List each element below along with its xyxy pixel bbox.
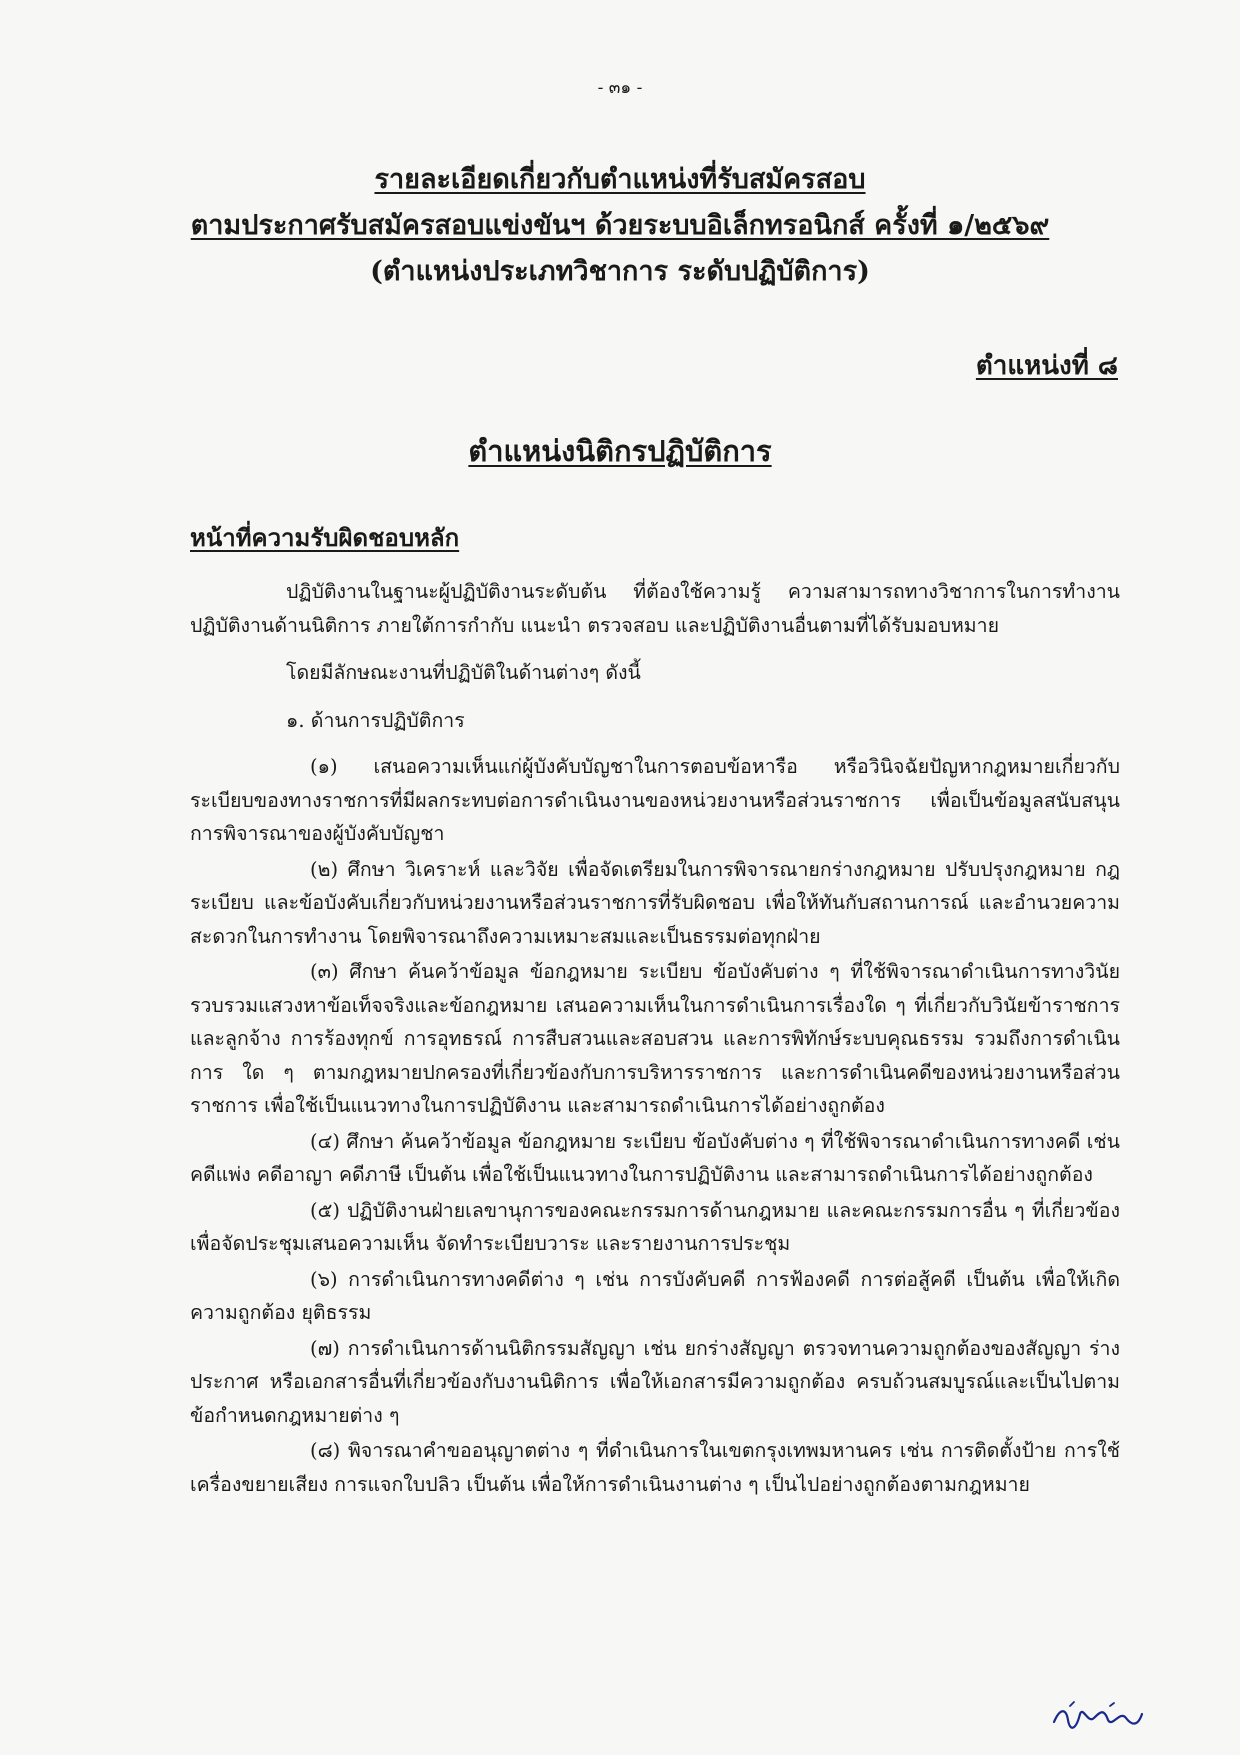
position-number: ตำแหน่งที่ ๘ [975, 351, 1118, 381]
characteristics-line: โดยมีลักษณะงานที่ปฏิบัติในด้านต่างๆ ดังนี้ [286, 661, 641, 684]
document-title-line-1: รายละเอียดเกี่ยวกับตำแหน่งที่รับสมัครสอบ [374, 164, 866, 195]
document-title-line-2: ตามประกาศรับสมัครสอบแข่งขันฯ ด้วยระบบอิเล็กทรอนิกส์ ครั้งที่ ๑/๒๕๖๙ [190, 210, 1050, 241]
section-heading: หน้าที่ความรับผิดชอบหลัก [190, 523, 460, 552]
duty-item: (๓) ศึกษา ค้นคว้าข้อมูล ข้อกฎหมาย ระเบียบ ข้อบังคับต่าง ๆ ที่ใช้พิจารณาดำเนินการทางวินัย รวบรวมแสวงหาข้อเท็จจริงและข้อกฎหมาย เสนอความเห็นในการดำเนินการเรื่องใด ๆ ที่เกี่ยวกับวินัยข้าราชการและลูกจ้าง การร้องทุกข์ การอุทธรณ์ การสืบสวนและสอบสวน และการพิทักษ์ระบบคุณธรรม รวมถึงการดำเนินการ ใด ๆ ตามกฎหมายปกครองที่เกี่ยวข้องกับการบริหารราชการ และการดำเนินคดีของหน่วยงานหรือส่วนราชการ เพื่อใช้เป็นแนวทางในการปฏิบัติงาน และสามารถดำเนินการได้อย่างถูกต้อง [190, 960, 1120, 1117]
duty-item: (๗) การดำเนินการด้านนิติกรรมสัญญา เช่น ยกร่างสัญญา ตรวจทานความถูกต้องของสัญญา ร่างประกาศ หรือเอกสารอื่นที่เกี่ยวข้องกับงานนิติการ เพื่อให้เอกสารมีความถูกต้อง ครบถ้วนสมบูรณ์และเป็นไปตามข้อกำหนดกฎหมายต่าง ๆ [190, 1336, 1120, 1427]
side-heading: ๑. ด้านการปฏิบัติการ [286, 709, 465, 732]
duty-item: (๖) การดำเนินการทางคดีต่าง ๆ เช่น การบังคับคดี การฟ้องคดี การต่อสู้คดี เป็นต้น เพื่อให้เกิดความถูกต้อง ยุติธรรม [190, 1267, 1120, 1324]
duty-item: (๒) ศึกษา วิเคราะห์ และวิจัย เพื่อจัดเตรียมในการพิจารณายกร่างกฎหมาย ปรับปรุงกฎหมาย กฎ ระเบียบ และข้อบังคับเกี่ยวกับหน่วยงานหรือส่วนราชการที่รับผิดชอบ เพื่อให้ทันกับสถานการณ์ และอำนวยความสะดวกในการทำงาน โดยพิจารณาถึงความเหมาะสมและเป็นธรรมต่อทุกฝ่าย [190, 857, 1120, 948]
intro-paragraph: ปฏิบัติงานในฐานะผู้ปฏิบัติงานระดับต้น ที่ต้องใช้ความรู้ ความสามารถทางวิชาการในการทำงาน ปฏิบัติงานด้านนิติการ ภายใต้การกำกับ แนะนำ ตรวจสอบ และปฏิบัติงานอื่นตามที่ได้รับมอบหมาย [190, 580, 1120, 637]
duty-item: (๔) ศึกษา ค้นคว้าข้อมูล ข้อกฎหมาย ระเบียบ ข้อบังคับต่าง ๆ ที่ใช้พิจารณาดำเนินการทางคดี เช่น คดีแพ่ง คดีอาญา คดีภาษี เป็นต้น เพื่อใช้เป็นแนวทางในการปฏิบัติงาน และสามารถดำเนินการได้อย่างถูกต้อง [190, 1129, 1120, 1186]
page-number: - ๓๑ - [597, 78, 643, 98]
handwritten-signature [1050, 1700, 1146, 1734]
position-name: ตำแหน่งนิติกรปฏิบัติการ [468, 434, 772, 468]
duty-item: (๕) ปฏิบัติงานฝ่ายเลขานุการของคณะกรรมการด้านกฎหมาย และคณะกรรมการอื่น ๆ ที่เกี่ยวข้องเพื่อจัดประชุมเสนอความเห็น จัดทำระเบียบวาระ และรายงานการประชุม [190, 1198, 1120, 1255]
document-title-line-3: (ตำแหน่งประเภทวิชาการ ระดับปฏิบัติการ) [370, 256, 870, 287]
duty-item: (๘) พิจารณาคำขออนุญาตต่าง ๆ ที่ดำเนินการในเขตกรุงเทพมหานคร เช่น การติดตั้งป้าย การใช้เครื่องขยายเสียง การแจกใบปลิว เป็นต้น เพื่อให้การดำเนินงานต่าง ๆ เป็นไปอย่างถูกต้องตามกฎหมาย [190, 1439, 1120, 1496]
duty-list [190, 750, 1120, 1503]
duty-item: (๑) เสนอความเห็นแก่ผู้บังคับบัญชาในการตอบข้อหารือ หรือวินิจฉัยปัญหากฎหมายเกี่ยวกับระเบียบของทางราชการที่มีผลกระทบต่อการดำเนินงานของหน่วยงานหรือส่วนราชการ เพื่อเป็นข้อมูลสนับสนุนการพิจารณาของผู้บังคับบัญชา [190, 755, 1120, 845]
